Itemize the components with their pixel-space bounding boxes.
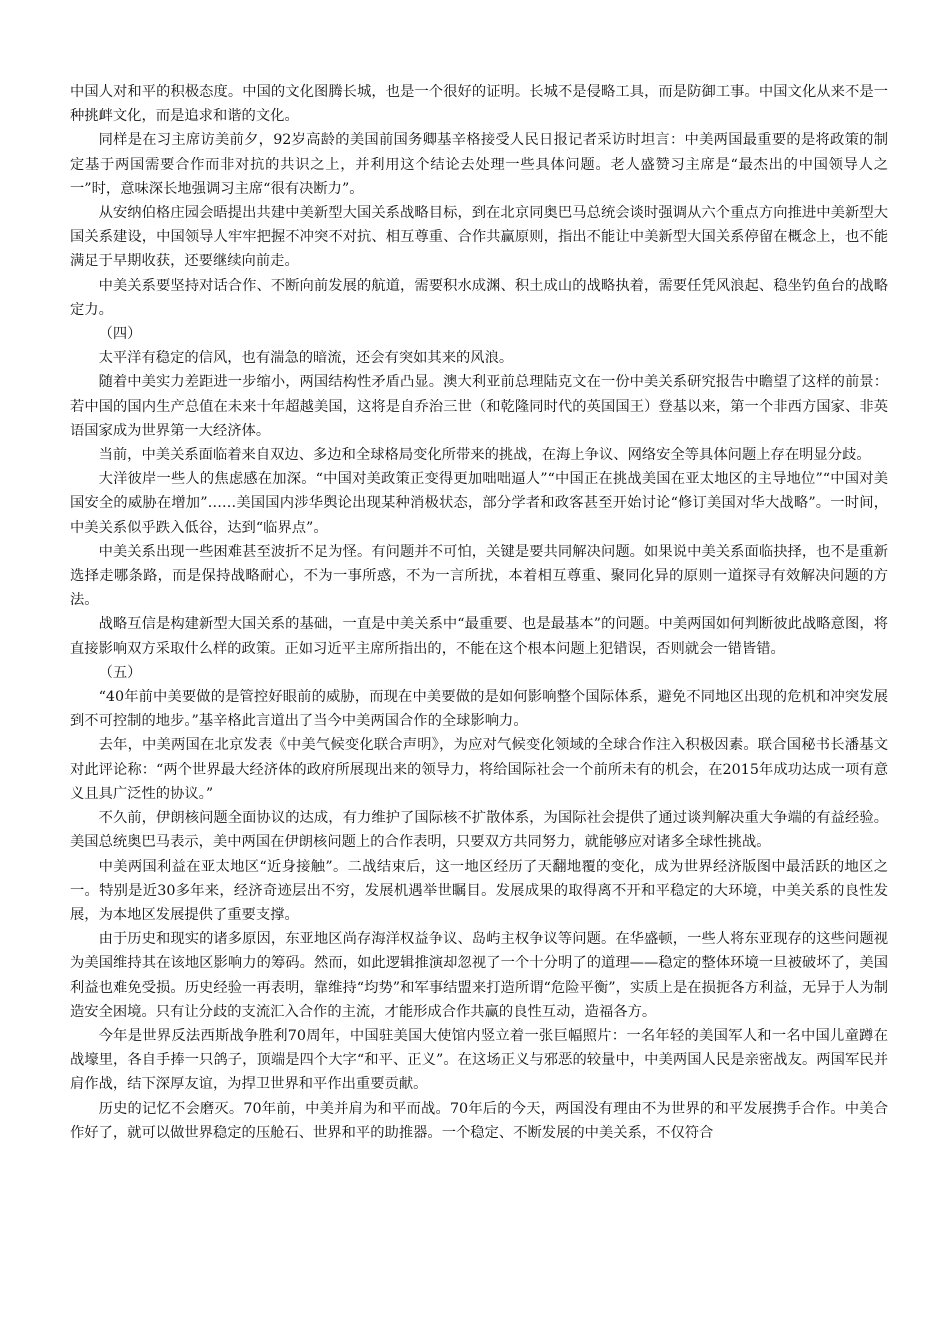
paragraph-3: 从安纳伯格庄园会晤提出共建中美新型大国关系战略目标，到在北京同奥巴马总统会谈时强调从六个重点方向推进中美新型大国关系建设，中国领导人牢牢把握不冲突不对抗、相互尊重、合作共赢原则，指出不能让中美新型大国关系停留在概念上，也不能满足于早期收获，还要继续向前走。 bbox=[70, 205, 888, 270]
paragraph-5: 太平洋有稳定的信风，也有湍急的暗流，还会有突如其来的风浪。 bbox=[98, 350, 514, 367]
paragraph-14: 中美两国利益在亚太地区“近身接触”。二战结束后，这一地区经历了天翻地覆的变化，成为世界经济版图中最活跃的地区之一。特别是近30多年来，经济奇迹层出不穷，发展机遇举世瞩目。发展成果的取得离不开和平稳定的大环境，中美关系的良性发展，为本地区发展提供了重要支撑。 bbox=[70, 858, 888, 923]
paragraph-11: “40年前中美要做的是管控好眼前的威胁，而现在中美要做的是如何影响整个国际体系，避免不同地区出现的危机和冲突发展到不可控制的地步。”基辛格此言道出了当今中美两国合作的全球影响力。 bbox=[70, 689, 888, 730]
paragraph-8: 大洋彼岸一些人的焦虑感在加深。“中国对美政策正变得更加咄咄逼人”“中国正在挑战美国在亚太地区的主导地位”“中国对美国安全的威胁在增加”……美国国内涉华舆论出现某种消极状态，部分学者和政客甚至开始讨论“修订美国对华大战略”。一时间，中美关系似乎跌入低谷，达到“临界点”。 bbox=[70, 471, 888, 536]
paragraph-1: 中国人对和平的积极态度。中国的文化图腾长城，也是一个很好的证明。长城不是侵略工具，而是防御工事。中国文化从来不是一种挑衅文化，而是追求和谐的文化。 bbox=[70, 84, 888, 125]
paragraph-15: 由于历史和现实的诸多原因，东亚地区尚存海洋权益争议、岛屿主权争议等问题。在华盛顿，一些人将东亚现存的这些问题视为美国维持其在该地区影响力的筹码。然而，如此逻辑推演却忽视了一个十分明了的道理——稳定的整体环境一旦被破坏了，美国利益也难免受损。历史经验一再表明，靠维持“均势”和军事结盟来打造所谓“危险平衡”，实质上是在损扼各方利益，无异于人为制造安全困境。只有让分歧的支流汇入合作的主流，才能形成合作共赢的良性互动，造福各方。 bbox=[70, 931, 888, 1020]
section-heading-4: （四） bbox=[98, 326, 142, 343]
paragraph-17: 历史的记忆不会磨灭。70年前，中美并肩为和平而战。70年后的今天，两国没有理由不为世界的和平发展携手合作。中美合作好了，就可以做世界稳定的压舱石、世界和平的助推器。一个稳定、不断发展的中美关系，不仅符合 bbox=[70, 1100, 888, 1141]
paragraph-13: 不久前，伊朗核问题全面协议的达成，有力维护了国际核不扩散体系，为国际社会提供了通过谈判解决重大争端的有益经验。美国总统奥巴马表示，美中两国在伊朗核问题上的合作表明，只要双方共同努力，就能够应对诸多全球性挑战。 bbox=[70, 810, 888, 851]
section-heading-5: （五） bbox=[98, 664, 142, 681]
paragraph-6: 随着中美实力差距进一步缩小，两国结构性矛盾凸显。澳大利亚前总理陆克文在一份中美关系研究报告中瞻望了这样的前景：若中国的国内生产总值在未来十年超越美国，这将是自乔治三世（和乾隆同时代的英国国王）登基以来，第一个非西方国家、非英语国家成为世界第一大经济体。 bbox=[70, 374, 888, 439]
paragraph-9: 中美关系出现一些困难甚至波折不足为怪。有问题并不可怕，关键是要共同解决问题。如果说中美关系面临抉择，也不是重新选择走哪条路，而是保持战略耐心，不为一事所惑，不为一言所扰，本着相互尊重、聚同化异的原则一道探寻有效解决问题的方法。 bbox=[70, 543, 888, 609]
paragraph-2: 同样是在习主席访美前夕，92岁高龄的美国前国务卿基辛格接受人民日报记者采访时坦言：中美两国最重要的是将政策的制定基于两国需要合作而非对抗的共识之上，并利用这个结论去处理一些具体问题。老人盛赞习主席是“最杰出的中国领导人之一”时，意味深长地强调习主席“很有决断力”。 bbox=[70, 132, 888, 197]
paragraph-12: 去年，中美两国在北京发表《中美气候变化联合声明》，为应对气候变化领域的全球合作注入积极因素。联合国秘书长潘基文对此评论称：“两个世界最大经济体的政府所展现出来的领导力，将给国际社会一个前所未有的机会，在2015年成功达成一项有意义且具广泛性的协议。” bbox=[70, 737, 888, 802]
paragraph-10: 战略互信是构建新型大国关系的基础，一直是中美关系中“最重要、也是最基本”的问题。中美两国如何判断彼此战略意图，将直接影响双方采取什么样的政策。正如习近平主席所指出的，不能在这个根本问题上犯错误，否则就会一错皆错。 bbox=[70, 616, 888, 657]
paragraph-16: 今年是世界反法西斯战争胜利70周年，中国驻美国大使馆内竖立着一张巨幅照片：一名年轻的美国军人和一名中国儿童蹲在战壕里，各自手捧一只鸽子，顶端是四个大字“和平、正义”。在这场正义与邪恶的较量中，中美两国人民是亲密战友。两国军民并肩作战，结下深厚友谊，为捍卫世界和平作出重要贡献。 bbox=[70, 1027, 888, 1093]
paragraph-4: 中美关系要坚持对话合作、不断向前发展的航道，需要积水成渊、积土成山的战略执着，需要任凭风浪起、稳坐钓鱼台的战略定力。 bbox=[70, 277, 888, 318]
paragraph-7: 当前，中美关系面临着来自双边、多边和全球格局变化所带来的挑战，在海上争议、网络安全等具体问题上存在明显分歧。 bbox=[98, 447, 871, 464]
